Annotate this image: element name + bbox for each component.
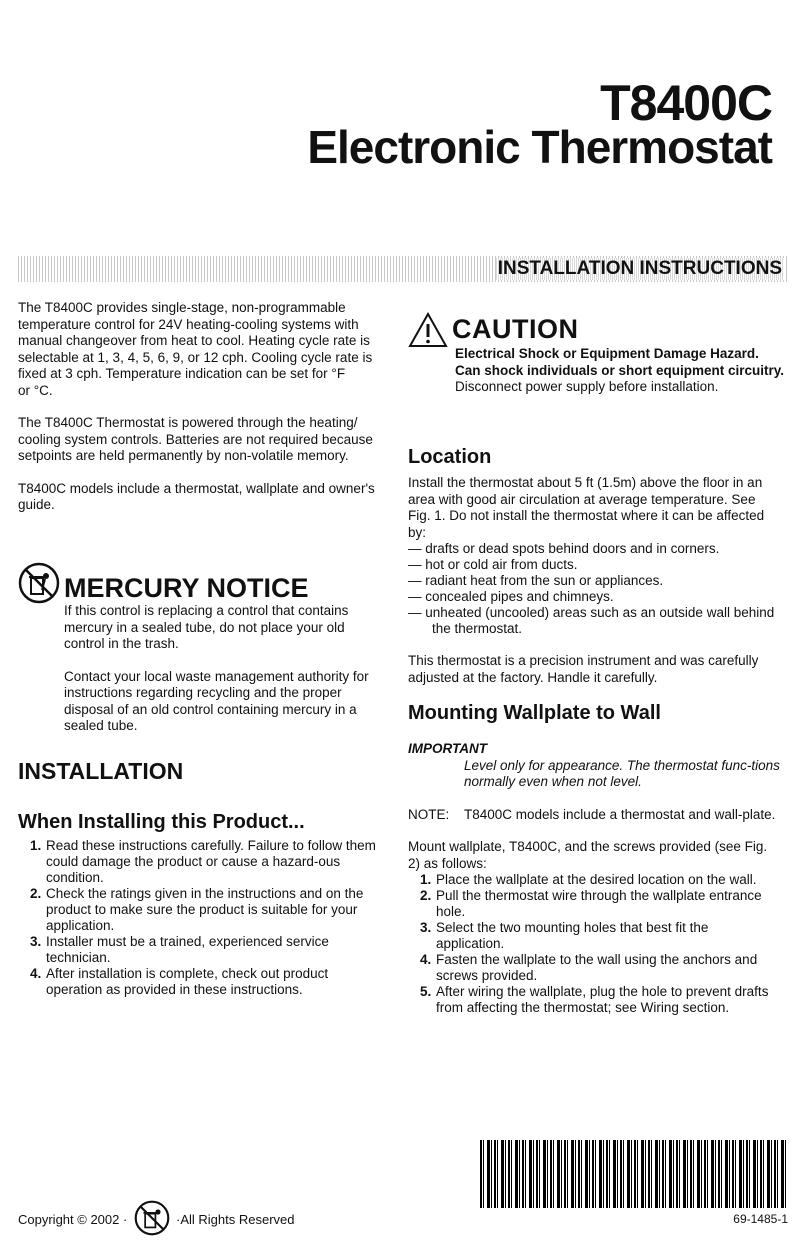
installation-section [18,758,382,998]
list-item: — drafts or dead spots behind doors and in corners. [408,541,720,556]
installation-steps [18,838,382,998]
mercury-notice-title: MERCURY NOTICE [64,573,309,603]
caution-title: CAUTION [452,314,579,344]
copyright-text: Copyright © 2002 · [18,1212,128,1227]
list-item: — radiant heat from the sun or appliances. [408,573,664,588]
list-item: — unheated (uncooled) areas such as an outside wall behind the thermostat. [408,605,775,636]
band-label: INSTALLATION INSTRUCTIONS [497,258,782,279]
installing-subheading: When Installing this Product... [18,811,305,833]
mounting-heading: Mounting Wallplate to Wall [408,702,661,724]
list-item: 1. Read these instructions carefully. Failure to follow them could damage the product or cause a hazard-ous condition. [30,838,376,885]
recycle-trash-icon [18,562,60,604]
product-title: Electronic Thermostat [307,121,772,173]
model-title: T8400C [600,75,772,131]
note-block [408,807,780,824]
intro-paragraph-1b: or °C. [18,382,53,398]
list-item: 4. After installation is complete, check out product operation as provided in these instructions. [30,966,329,997]
note-text: T8400C models include a thermostat and wall-plate. [464,806,776,822]
mercury-paragraph-1: If this control is replacing a control that contains mercury in a sealed tube, do not place your old control in the trash. [64,603,349,651]
important-label: IMPORTANT [408,741,487,756]
list-item: 3. Select the two mounting holes that best fit the application. [420,920,709,951]
location-list [408,541,780,637]
list-item: 3. Installer must be a trained, experienced service technician. [30,934,329,965]
intro-section [18,300,382,514]
list-item: 2. Pull the thermostat wire through the wallplate entrance hole. [420,888,762,919]
location-section [408,446,780,686]
caution-line-1: Electrical Shock or Equipment Damage Hazard. [455,346,759,361]
location-heading: Location [408,446,492,468]
important-text: Level only for appearance. The thermostat func-tions normally even when not level. [464,757,780,789]
mercury-notice-body [64,603,374,735]
list-item: 4. Fasten the wallplate to the wall using the anchors and screws provided. [420,952,758,983]
rights-text: ·All Rights Reserved [176,1212,295,1227]
list-item: 1. Place the wallplate at the desired location on the wall. [420,872,757,887]
warning-triangle-icon [408,312,448,348]
caution-line-2: Can shock individuals or short equipment circuitry. [455,362,785,378]
mercury-paragraph-2: Contact your local waste management authority for instructions regarding recycling and the proper disposal of an old control containing mercury in a sealed tube. [64,668,369,733]
mounting-intro: Mount wallplate, T8400C, and the screws provided (see Fig. 2) as follows: [408,839,768,871]
list-item: 2. Check the ratings given in the instructions and on the product to make sure the product is suitable for your application. [30,886,364,933]
location-paragraph-2: This thermostat is a precision instrument and was carefully adjusted at the factory. Handle it carefully. [408,653,759,685]
intro-paragraph-2: The T8400C Thermostat is powered through the heating/ cooling system controls. Batteries are not required because setpoints are held permanently by non-volatile memory. [18,415,373,463]
list-item: — hot or cold air from ducts. [408,557,578,572]
location-paragraph-1: Install the thermostat about 5 ft (1.5m) above the floor in an area with good air circulation at average temperature. See Fig. 1. Do not install the thermostat where it can be affected by: [408,475,765,540]
barcode [480,1140,788,1208]
intro-paragraph-3: T8400C models include a thermostat, wallplate and owner's guide. [18,480,375,512]
note-label: NOTE: [408,806,450,822]
caution-line-3: Disconnect power supply before installation. [455,379,719,394]
list-item: 5. After wiring the wallplate, plug the hole to prevent drafts from affecting the thermostat; see Wiring section. [420,984,769,1015]
mounting-section [408,702,780,1016]
mounting-steps [408,872,780,1016]
installation-heading: INSTALLATION [18,758,184,784]
caution-body [455,346,785,396]
document-number: 69-1485-1 [733,1212,788,1226]
section-band [18,256,788,282]
recycle-trash-icon [134,1200,170,1236]
list-item: — concealed pipes and chimneys. [408,589,614,604]
intro-paragraph-1: The T8400C provides single-stage, non-programmable temperature control for 24V heating-cooling systems with manual changeover from heat to cool. Heating cycle rate is selectable at 1, 3, 4, 5, 6, 9, or 12 cph. Cooling cycle rate is fixed at 3 cph. Temperature indication can be set for °F [18,300,373,381]
